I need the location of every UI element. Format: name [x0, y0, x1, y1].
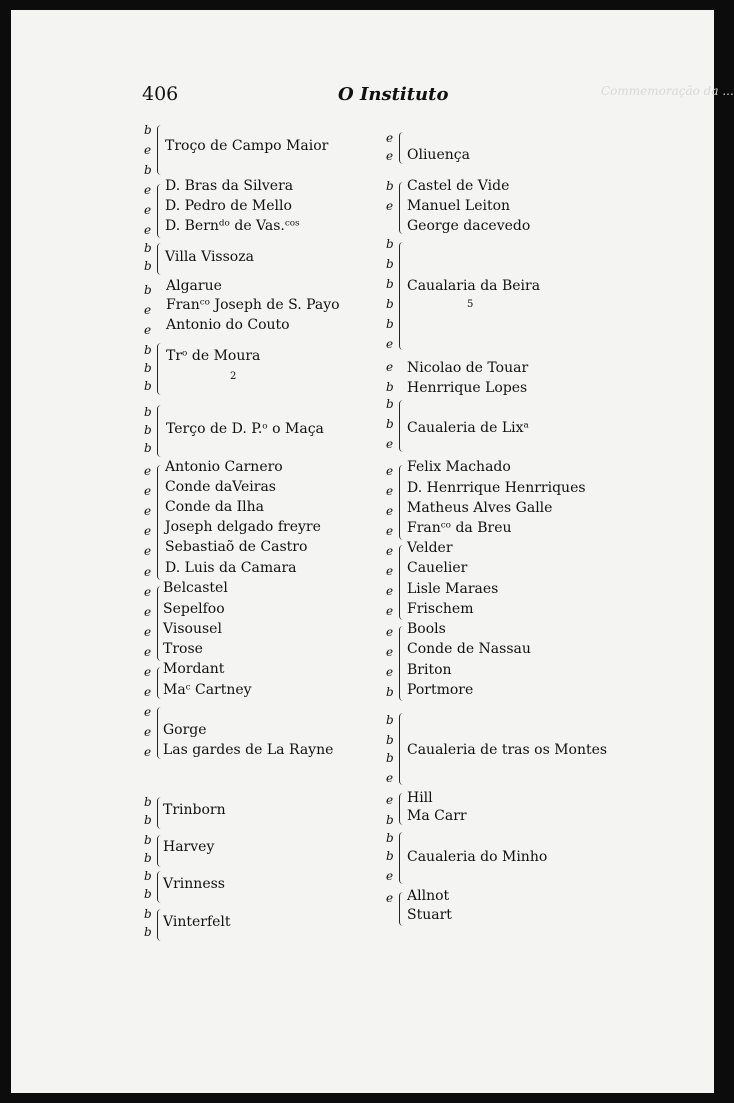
marker: e [144, 625, 152, 639]
bracket [157, 667, 161, 699]
marker: e [386, 337, 394, 351]
marker: b [386, 831, 394, 845]
marker: e [144, 565, 152, 579]
entry: Lisle Maraes [407, 581, 499, 597]
bracket [157, 871, 161, 903]
marker: e [386, 891, 394, 905]
marker: b [386, 685, 394, 699]
marker: e [386, 869, 394, 883]
marker: e [386, 625, 394, 639]
entry-troco-campo-maior: Troço de Campo Maior [165, 138, 329, 154]
marker: e [144, 705, 152, 719]
entry: George dacevedo [407, 218, 531, 234]
marker: b [144, 925, 152, 939]
marker: b [144, 361, 152, 375]
facing-page-ghost-text: Commemoração da ... [601, 84, 734, 98]
entry: Conde daVeiras [165, 479, 276, 495]
entry: Briton [407, 662, 452, 678]
marker: b [386, 380, 394, 394]
entry: Maᶜ Cartney [163, 682, 252, 698]
page [11, 10, 734, 1093]
marker: e [144, 645, 152, 659]
bracket [399, 832, 403, 884]
entry: Allnot [407, 888, 450, 904]
bracket [157, 586, 161, 661]
entry: Visousel [163, 621, 222, 637]
marker: e [386, 544, 394, 558]
marker: e [386, 484, 394, 498]
entry: D. Luis da Camara [165, 560, 297, 576]
bracket [399, 465, 403, 540]
entry: Harvey [163, 839, 215, 855]
bracket [399, 132, 403, 164]
marker: e [144, 685, 152, 699]
entry-terco-dom-pedro-maca: Terço de D. P.ᵒ o Maça [166, 421, 324, 437]
marker: b [144, 423, 152, 437]
bracket [399, 400, 403, 452]
marker: b [144, 259, 152, 273]
marker: e [386, 584, 394, 598]
bracket [399, 713, 403, 785]
marker: e [144, 143, 152, 157]
marker: e [144, 323, 152, 337]
entry-terco-moura: Trᵒ de Moura [166, 348, 261, 364]
marker: b [144, 405, 152, 419]
marker: b [386, 277, 394, 291]
marker: e [144, 725, 152, 739]
marker: e [144, 303, 152, 317]
marker: e [386, 131, 394, 145]
count-label: 5 [467, 299, 474, 310]
entry: Hill [407, 790, 433, 806]
page-number: 406 [142, 83, 179, 105]
marker: b [386, 733, 394, 747]
entry-oliuenca: Oliuença [407, 147, 470, 163]
marker: e [144, 504, 152, 518]
marker: e [386, 665, 394, 679]
entry: Antonio Carnero [165, 459, 283, 475]
marker: b [386, 179, 394, 193]
marker: e [144, 745, 152, 759]
entry: Algarue [166, 278, 222, 294]
marker: b [386, 417, 394, 431]
bracket [399, 793, 403, 825]
entry: Portmore [407, 682, 474, 698]
marker: e [386, 793, 394, 807]
count-label: 2 [230, 371, 237, 382]
bracket [157, 243, 161, 275]
marker: e [144, 585, 152, 599]
marker: e [386, 360, 394, 374]
marker: b [386, 713, 394, 727]
entry: Joseph delgado freyre [165, 519, 321, 535]
entry-caualeria-tras-os-montes: Caualeria de tras os Montes [407, 742, 608, 758]
entry-villa-vissoza: Villa Vissoza [165, 249, 254, 265]
bracket [157, 184, 161, 238]
bracket [399, 242, 403, 350]
marker: e [386, 149, 394, 163]
marker: e [386, 504, 394, 518]
entry: Frischem [407, 601, 474, 617]
marker: b [144, 907, 152, 921]
marker: b [144, 795, 152, 809]
marker: b [144, 813, 152, 827]
entry: Antonio do Couto [166, 317, 290, 333]
bracket [157, 125, 161, 175]
entry: Trose [163, 641, 203, 657]
entry: Nicolao de Touar [407, 360, 529, 376]
entry: D. Bernᵈᵒ de Vas.ᶜᵒˢ [165, 218, 300, 234]
marker: b [144, 887, 152, 901]
entry: Franᶜᵒ Joseph de S. Payo [166, 297, 340, 313]
entry: Cauelier [407, 560, 468, 576]
entry: Sepelfoo [163, 601, 225, 617]
running-title: O Instituto [338, 84, 449, 105]
entry: Manuel Leiton [407, 198, 511, 214]
entry: Conde de Nassau [407, 641, 531, 657]
entry: D. Bras da Silvera [165, 178, 294, 194]
bracket [157, 343, 161, 395]
marker: e [144, 223, 152, 237]
entry-caualeria-minho: Caualeria do Minho [407, 849, 548, 865]
marker: e [144, 183, 152, 197]
marker: b [144, 869, 152, 883]
bracket [157, 909, 161, 941]
marker: e [144, 605, 152, 619]
marker: b [144, 163, 152, 177]
marker: b [386, 849, 394, 863]
marker: b [386, 257, 394, 271]
entry: Gorge [163, 722, 207, 738]
marker: b [144, 441, 152, 455]
entry: Ma Carr [407, 808, 467, 824]
bracket [399, 182, 403, 234]
marker: e [386, 464, 394, 478]
marker: e [144, 544, 152, 558]
marker: b [144, 123, 152, 137]
bracket [157, 405, 161, 457]
bracket [157, 465, 161, 580]
marker: e [386, 645, 394, 659]
marker: b [386, 397, 394, 411]
marker: b [386, 237, 394, 251]
entry: Belcastel [163, 580, 228, 596]
marker: e [386, 437, 394, 451]
marker: b [144, 833, 152, 847]
marker: e [144, 203, 152, 217]
entry: Henrrique Lopes [407, 380, 528, 396]
marker: e [144, 524, 152, 538]
marker: e [386, 771, 394, 785]
entry-caualaria-beira: Caualaria da Beira [407, 278, 541, 294]
marker: b [386, 317, 394, 331]
entry: Vinterfelt [163, 914, 231, 930]
marker: b [144, 241, 152, 255]
marker: e [386, 604, 394, 618]
entry: Franᶜᵒ da Breu [407, 520, 512, 536]
marker: b [144, 343, 152, 357]
entry: Sebastiaõ de Castro [165, 539, 308, 555]
bracket [399, 626, 403, 701]
entry: Matheus Alves Galle [407, 500, 553, 516]
marker: e [386, 199, 394, 213]
entry-caualeria-lisboa: Caualeria de Lixᵃ [407, 420, 529, 436]
marker: e [386, 524, 394, 538]
entry: Castel de Vide [407, 178, 510, 194]
marker: b [144, 851, 152, 865]
marker: e [144, 464, 152, 478]
entry: Stuart [407, 907, 452, 923]
entry: Bools [407, 621, 446, 637]
bracket [157, 835, 161, 867]
bracket [157, 707, 161, 759]
bracket [399, 892, 403, 926]
marker: b [386, 297, 394, 311]
bracket [399, 545, 403, 620]
marker: b [386, 751, 394, 765]
entry: D. Pedro de Mello [165, 198, 292, 214]
entry: Felix Machado [407, 459, 511, 475]
entry: Conde da Ilha [165, 499, 264, 515]
marker: b [144, 283, 152, 297]
entry: Las gardes de La Rayne [163, 742, 334, 758]
entry: Velder [407, 540, 453, 556]
entry: Trinborn [163, 802, 226, 818]
entry: Mordant [163, 661, 225, 677]
entry: Vrinness [163, 876, 225, 892]
entry: D. Henrrique Henrriques [407, 480, 586, 496]
marker: e [144, 665, 152, 679]
marker: e [386, 564, 394, 578]
marker: b [386, 813, 394, 827]
marker: b [144, 379, 152, 393]
bracket [157, 797, 161, 829]
marker: e [144, 484, 152, 498]
